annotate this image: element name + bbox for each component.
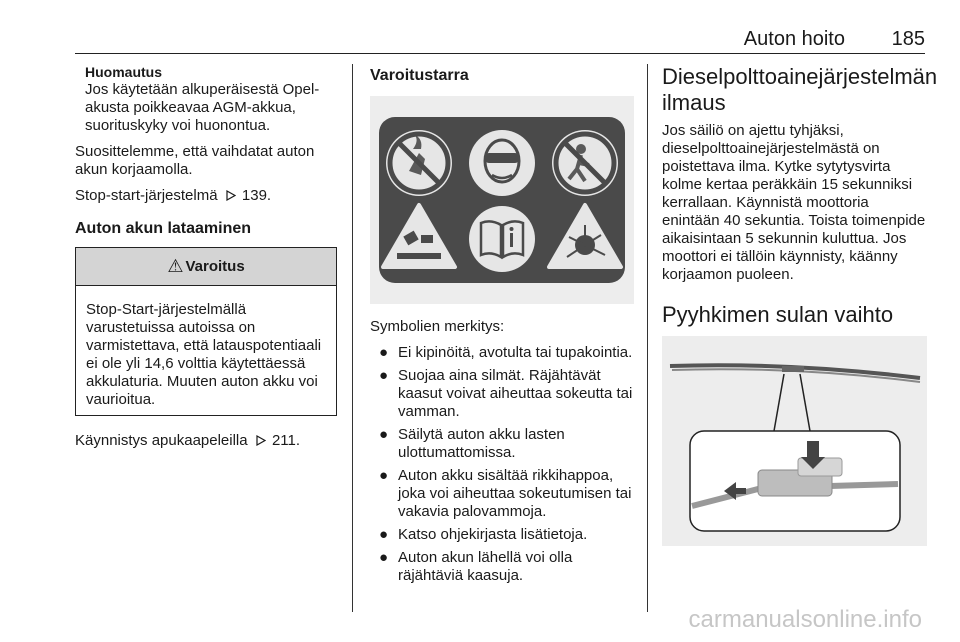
warning-box xyxy=(75,247,337,416)
column-divider xyxy=(647,64,648,612)
keep-children-away-icon xyxy=(552,130,618,196)
reference-triangle-icon xyxy=(226,190,236,201)
diesel-bleeding-text: Jos säiliö on ajettu tyhjäksi, dieselpolttoainejärjestelmästä on poistettava ilma. Kytke sytytysvirta kolme kertaa peräkkäin 15 sekunniksi kerrallaan. Käynnistä moottoria enintään 40 sekuntia. Toista toimenpide aikaisintaan 5 sekunnin kuluttua. Jos moottori ei tällöin käynnisty, käänny korjaamon puoleen. xyxy=(662,122,926,283)
bullet-icon: ● xyxy=(379,526,389,543)
warning-body: Stop-Start-järjestelmällä varustetuissa autoissa on varmistettava, että latauspotentiaali ei ole yli 14,6 volttia käytettäessä akkulaturia. Muuten auton akku voi vaurioitua. xyxy=(86,301,322,408)
warning-header xyxy=(76,248,336,286)
read-manual-icon xyxy=(469,206,535,272)
diesel-bleeding-heading: Dieselpolttoainejärjestelmän ilmaus xyxy=(662,64,938,115)
list-item: ● Ei kipinöitä, avotulta tai tupakointia. xyxy=(379,344,633,361)
list-item: ● Katso ohjekirjasta lisätietoja. xyxy=(379,526,588,543)
wiper-blade-image xyxy=(662,336,927,546)
note-title: Huomautus xyxy=(85,64,162,80)
column-1 xyxy=(75,64,337,458)
bullet-icon: ● xyxy=(379,426,389,443)
column-2 xyxy=(370,64,634,590)
page-number: 185 xyxy=(891,28,925,50)
note-box xyxy=(75,64,337,135)
symbols-list xyxy=(370,344,634,585)
list-item: ● Auton akun lähellä voi olla räjähtäviä kaasuja. xyxy=(379,549,573,584)
warning-icon: ⚠ xyxy=(167,256,184,276)
no-fire-icon xyxy=(386,130,452,196)
watermark: carmanualsonline.info xyxy=(688,606,922,633)
note-body: Jos käytetään alkuperäisestä Opel-akusta poikkeavaa AGM-akkua, suorituskyky voi huonontua. xyxy=(85,81,320,134)
bullet-icon: ● xyxy=(379,549,389,566)
wiper-blade-heading: Pyyhkimen sulan vaihto xyxy=(662,302,894,327)
reference-triangle-icon xyxy=(256,435,266,446)
section-title: Auton hoito xyxy=(743,28,845,50)
eye-protection-icon xyxy=(469,130,535,196)
bullet-icon: ● xyxy=(379,344,389,361)
bullet-icon: ● xyxy=(379,367,389,384)
list-item: ● Auton akku sisältää rikkihappoa, joka voi aiheuttaa sokeutumisen tai vakavia palovammoja. xyxy=(379,467,632,520)
column-3 xyxy=(662,64,938,546)
warning-label-heading: Varoitustarra xyxy=(370,67,469,84)
list-item: ● Säilytä auton akku lasten ulottumattomissa. xyxy=(379,426,565,461)
battery-warning-label-image xyxy=(370,96,634,304)
bullet-icon: ● xyxy=(379,467,389,484)
column-divider xyxy=(352,64,353,612)
list-item: ● Suojaa aina silmät. Räjähtävät kaasut voivat aiheuttaa sokeutta tai vamman. xyxy=(379,367,633,420)
battery-charging-heading: Auton akun lataaminen xyxy=(75,220,252,237)
warning-title: Varoitus xyxy=(185,258,245,275)
stop-start-ref[interactable]: Stop-start-järjestelmä 139. xyxy=(75,187,272,204)
jump-start-ref[interactable]: Käynnistys apukaapeleilla 211. xyxy=(75,432,301,449)
symbols-intro: Symbolien merkitys: xyxy=(370,318,505,335)
recommend-text: Suosittelemme, että vaihdatat auton akun korjaamolla. xyxy=(75,143,315,178)
page-header xyxy=(75,28,925,54)
